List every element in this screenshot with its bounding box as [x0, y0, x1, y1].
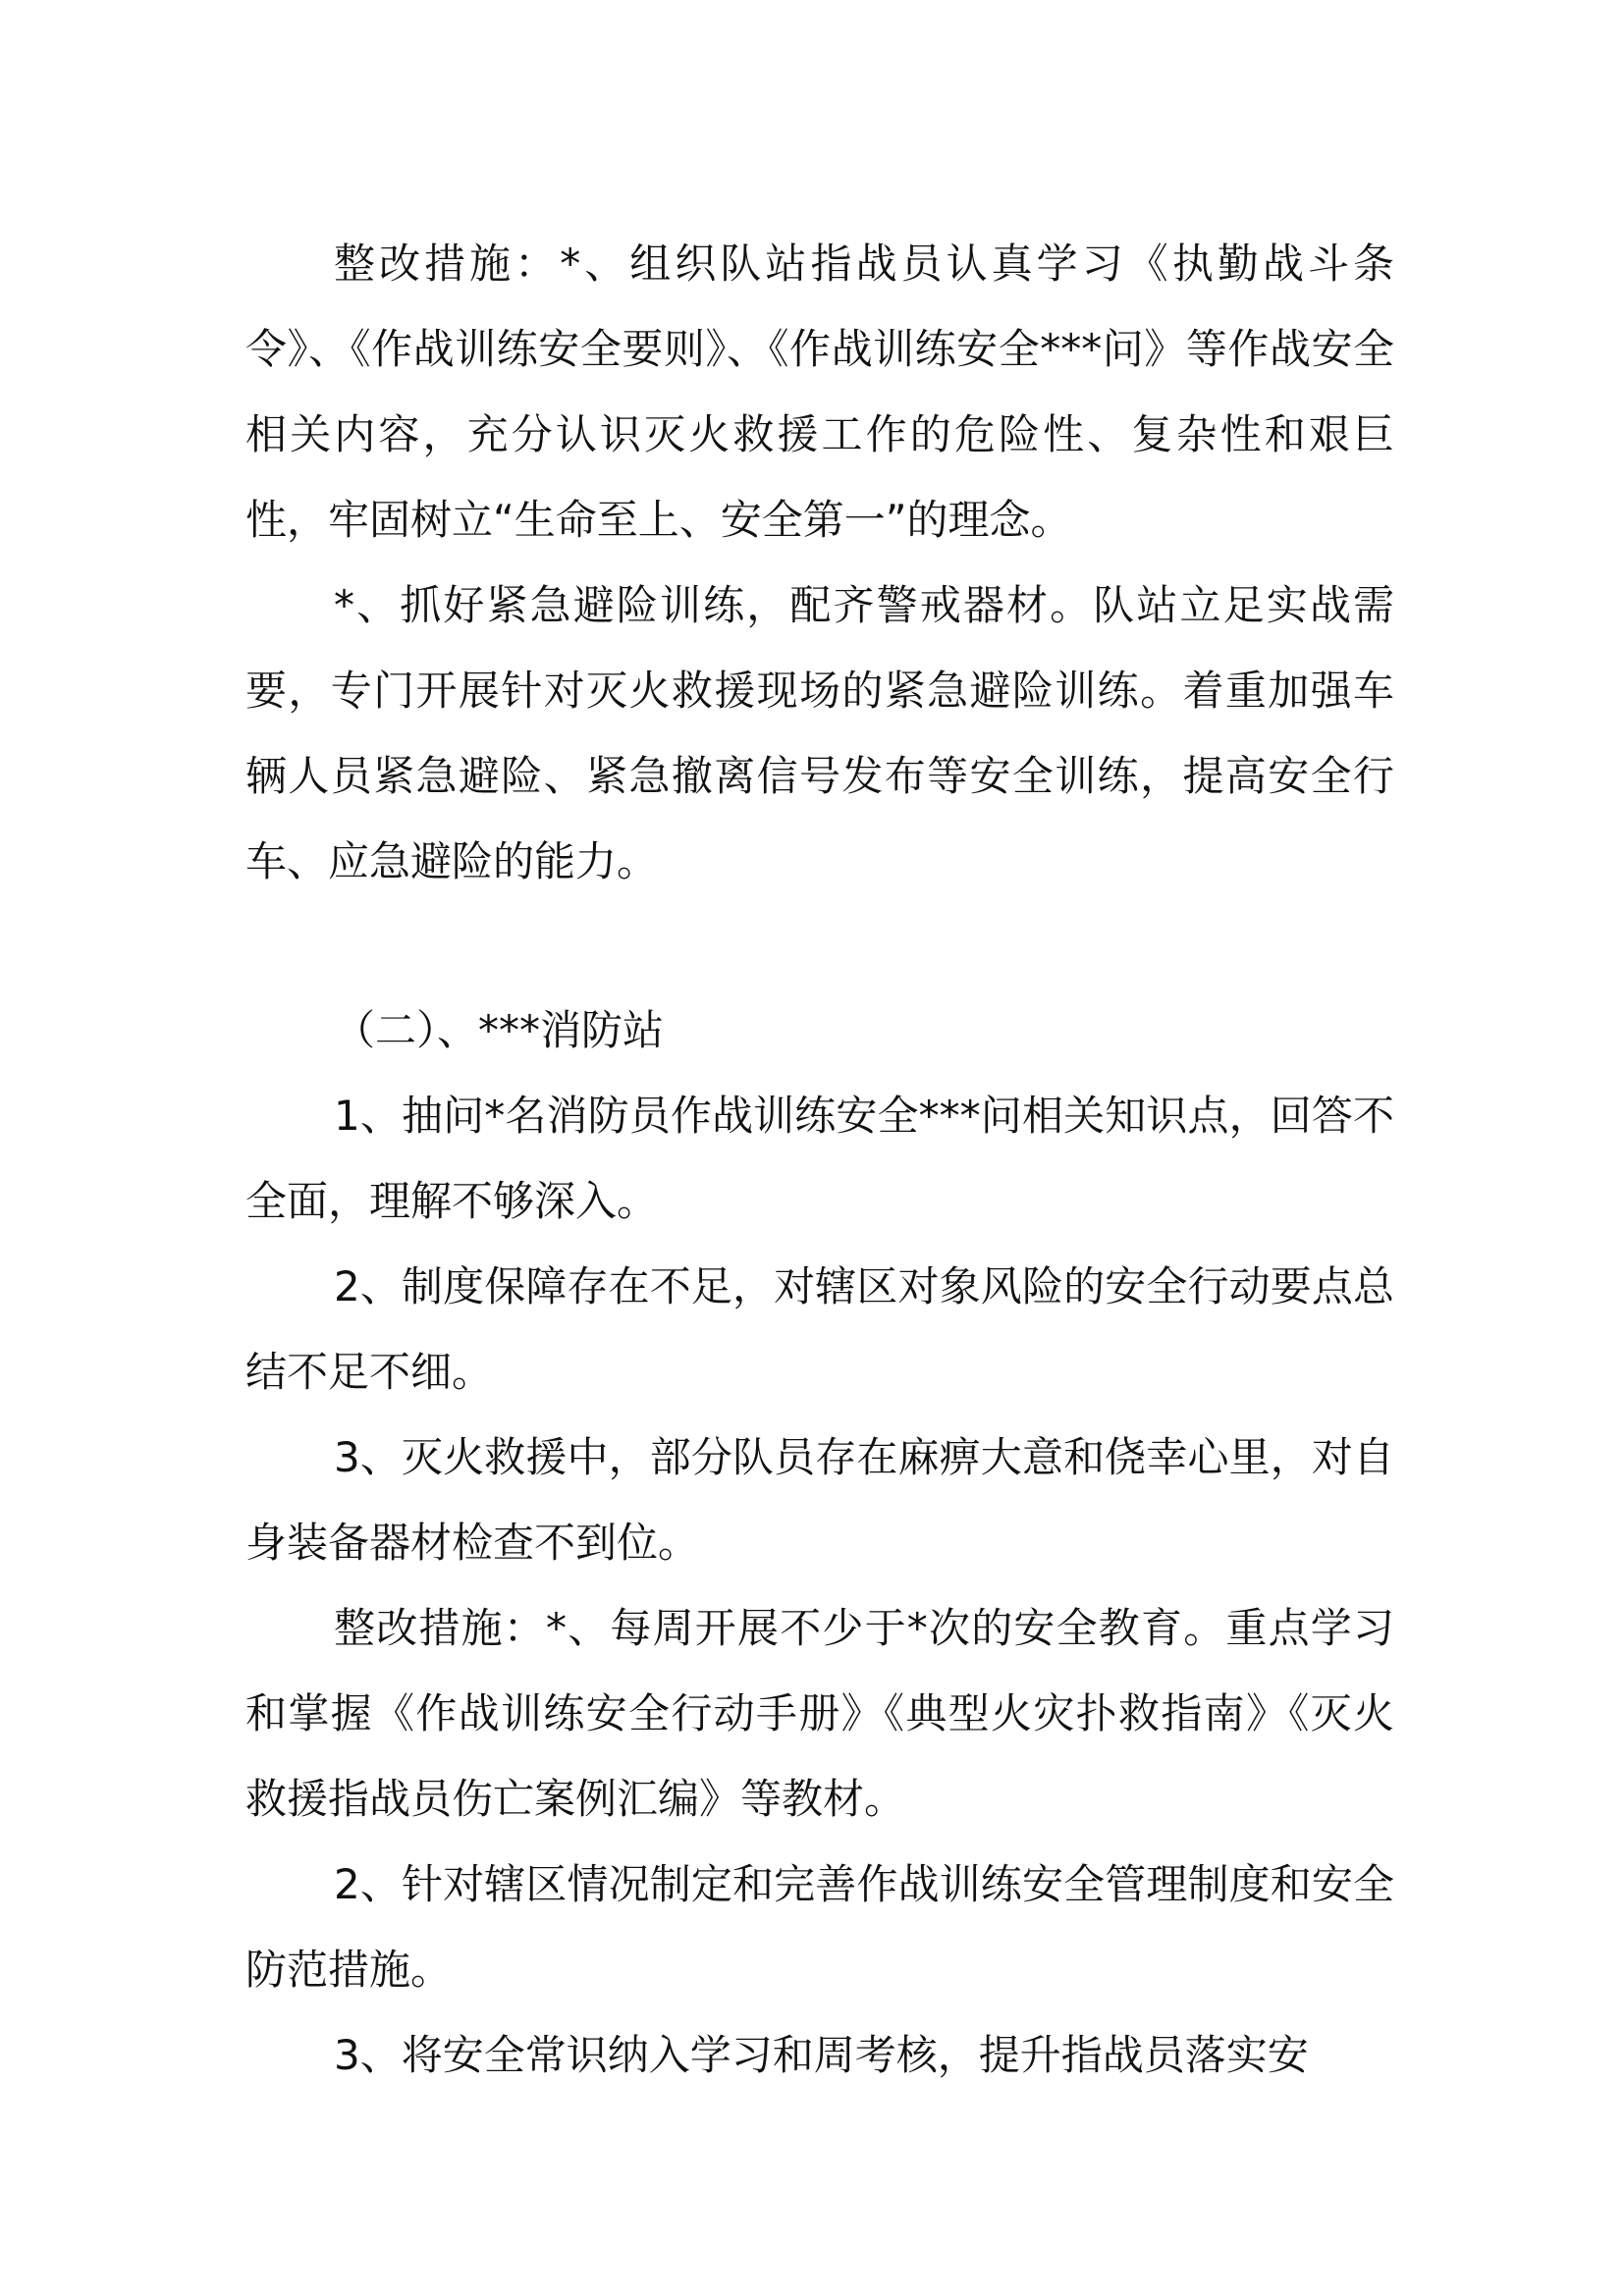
section-heading: （二）、***消防站 — [334, 1006, 665, 1054]
document-body — [245, 221, 1394, 2098]
paragraph-measure-3: 3、将安全常识纳入学习和周考核，提升指战员落实安 — [334, 2031, 1309, 2079]
paragraph-issue-1: 1、抽问*名消防员作战训练安全***问相关知识点，回答不全面，理解不够深入。 — [245, 1092, 1394, 1225]
paragraph-rectification-measures-2: 整改措施：*、每周开展不少于*次的安全教育。重点学习和掌握《作战训练安全行动手册》《典型火灾扑救指南》《灭火救援指战员伤亡案例汇编》等教材。 — [245, 1604, 1394, 1823]
paragraph-measure-2: 2、针对辖区情况制定和完善作战训练安全管理制度和安全防范措施。 — [245, 1860, 1394, 1994]
paragraph-rectification-measures-1: 整改措施：*、组织队站指战员认真学习《执勤战斗条令》、《作战训练安全要则》、《作战训练安全***问》等作战安全相关内容，充分认识灭火救援工作的危险性、复杂性和艰巨性，牢固树立“生命至上、安全第一”的理念。 — [245, 240, 1394, 544]
paragraph-issue-2: 2、制度保障存在不足，对辖区对象风险的安全行动要点总结不足不细。 — [245, 1262, 1394, 1396]
paragraph-issue-3: 3、灭火救援中，部分队员存在麻痹大意和侥幸心里，对自身装备器材检查不到位。 — [245, 1433, 1394, 1567]
section-spacer — [245, 904, 1394, 988]
paragraph-emergency-avoidance-training: *、抓好紧急避险训练，配齐警戒器材。队站立足实战需要，专门开展针对灭火救援现场的紧急避险训练。着重加强车辆人员紧急避险、紧急撤离信号发布等安全训练，提高安全行车、应急避险的能力。 — [245, 581, 1394, 885]
